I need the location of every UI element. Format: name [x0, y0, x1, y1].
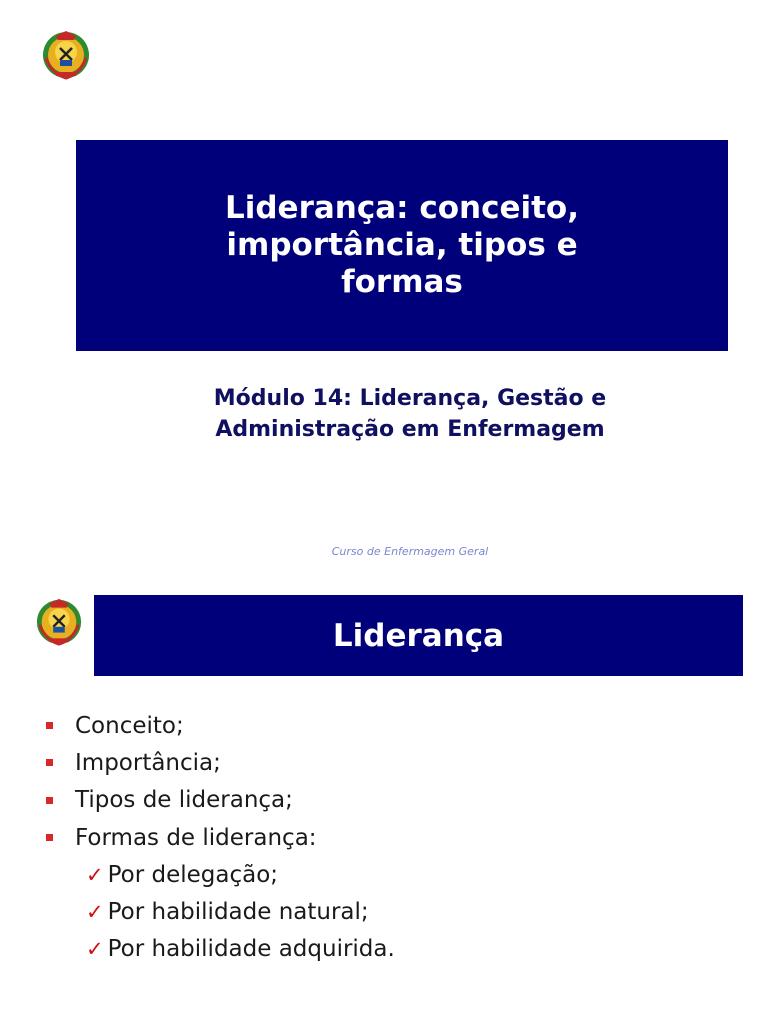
- module-subtitle: [150, 383, 670, 445]
- sub-list-item: [46, 893, 395, 930]
- title-banner: [76, 140, 728, 351]
- sub-list-item-text: Por delegação;: [107, 861, 279, 888]
- list-item: [46, 819, 395, 856]
- sub-list-item-text: Por habilidade adquirida.: [107, 936, 395, 963]
- bullet-square-icon: [46, 759, 53, 766]
- list-item: [46, 782, 395, 819]
- slide-title: Liderança: [332, 617, 505, 654]
- list-item-text: Tipos de liderança;: [75, 787, 293, 814]
- bullet-list: [46, 707, 395, 968]
- sub-list-item: [46, 931, 395, 968]
- list-item-text: Formas de liderança:: [75, 824, 317, 851]
- slide-title-banner: [94, 595, 743, 676]
- checkmark-icon: ✓: [86, 900, 104, 925]
- bullet-square-icon: [46, 722, 53, 729]
- sub-list-item: [46, 856, 395, 893]
- bullet-square-icon: [46, 834, 53, 841]
- mozambique-emblem-icon: [34, 596, 84, 648]
- list-item: [46, 707, 395, 744]
- list-item-text: Importância;: [75, 749, 221, 776]
- checkmark-icon: ✓: [86, 937, 104, 962]
- list-item-text: Conceito;: [75, 712, 184, 739]
- module-subtitle-line-1: Módulo 14: Liderança, Gestão e: [213, 386, 607, 411]
- module-subtitle-line-2: Administração em Enfermagem: [215, 417, 605, 442]
- course-name: Curso de Enfermagem Geral: [331, 545, 489, 558]
- sub-list-item-text: Por habilidade natural;: [107, 899, 369, 926]
- mozambique-emblem-icon: [40, 28, 92, 82]
- checkmark-icon: ✓: [86, 862, 104, 887]
- bullet-square-icon: [46, 797, 53, 804]
- list-item: [46, 744, 395, 781]
- presentation-title: Liderança: conceito, importância, tipos e formas: [224, 190, 580, 300]
